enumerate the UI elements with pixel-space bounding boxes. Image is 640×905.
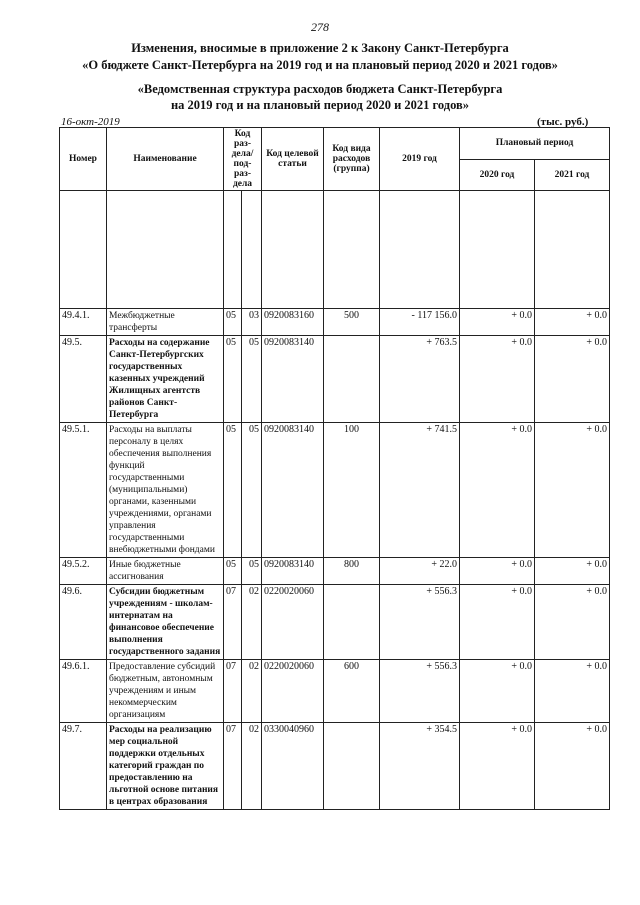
header-target: Код целевой статьи (262, 128, 324, 191)
cell-y2021: + 0.0 (535, 723, 610, 810)
cell-y2019: + 763.5 (380, 336, 460, 423)
section-title: «Ведомственная структура расходов бюджета Санкт-Петербурга (137, 82, 503, 96)
cell-name: Предоставление субсидий бюджетным, автономным учреждениям и иным некоммерческим организациям (107, 660, 224, 723)
cell-y2019: + 741.5 (380, 423, 460, 558)
cell-expense-type (324, 336, 380, 423)
header-name: Наименование (107, 128, 224, 191)
cell-target: 0920083140 (262, 423, 324, 558)
cell-section: 05 (224, 423, 242, 558)
cell-name: Расходы на реализацию мер социальной поддержки отдельных категорий граждан по предоставлению на льготной основе питания в центрах образования (107, 723, 224, 810)
cell-y2020: + 0.0 (460, 723, 535, 810)
cell-y2020: + 0.0 (460, 309, 535, 336)
cell-number: 49.4.1. (60, 309, 107, 336)
header-2020: 2020 год (460, 159, 535, 191)
header-section: Код раз-дела/ под-раз-дела (224, 128, 262, 191)
cell-number: 49.6. (60, 585, 107, 660)
cell-y2020: + 0.0 (460, 660, 535, 723)
cell-y2021: + 0.0 (535, 660, 610, 723)
table-row (60, 423, 610, 558)
table-row (60, 336, 610, 423)
cell-name: Расходы на выплаты персоналу в целях обеспечения выполнения функций государственными (муниципальными) органами, казенными учреждениями, органами управления государственными внебюджетными фондами (107, 423, 224, 558)
cell-y2019: + 22.0 (380, 558, 460, 585)
cell-y2021: + 0.0 (535, 423, 610, 558)
cell-expense-type: 100 (324, 423, 380, 558)
cell-subsection: 05 (242, 336, 262, 423)
cell-expense-type (324, 723, 380, 810)
cell-number: 49.7. (60, 723, 107, 810)
header-2021: 2021 год (535, 159, 610, 191)
cell-expense-type: 600 (324, 660, 380, 723)
cell-subsection: 02 (242, 585, 262, 660)
cell-section: 05 (224, 336, 242, 423)
cell-y2021: + 0.0 (535, 309, 610, 336)
header-expense-type: Код вида расходов (группа) (324, 128, 380, 191)
cell-section: 07 (224, 723, 242, 810)
cell-y2021: + 0.0 (535, 336, 610, 423)
header-2019: 2019 год (380, 128, 460, 191)
table-row (60, 585, 610, 660)
units-label: (тыс. руб.) (537, 116, 589, 128)
cell-y2019: + 556.3 (380, 585, 460, 660)
cell-y2019: - 117 156.0 (380, 309, 460, 336)
cell-subsection: 05 (242, 558, 262, 585)
table-row (60, 723, 610, 810)
cell-number: 49.5.1. (60, 423, 107, 558)
cell-target: 0330040960 (262, 723, 324, 810)
cell-target: 0920083140 (262, 336, 324, 423)
table-row (60, 309, 610, 336)
cell-expense-type: 800 (324, 558, 380, 585)
cell-y2020: + 0.0 (460, 558, 535, 585)
cell-name: Иные бюджетные ассигнования (107, 558, 224, 585)
document-title-law: «О бюджете Санкт-Петербурга на 2019 год и на плановый период 2020 и 2021 годов» (82, 58, 558, 72)
cell-name: Субсидии бюджетным учреждениям - школам-интернатам на финансовое обеспечение выполнения государственного задания (107, 585, 224, 660)
cell-y2020: + 0.0 (460, 585, 535, 660)
cell-number: 49.5.2. (60, 558, 107, 585)
cell-expense-type (324, 585, 380, 660)
cell-target: 0220020060 (262, 585, 324, 660)
cell-subsection: 03 (242, 309, 262, 336)
cell-section: 05 (224, 309, 242, 336)
table-row (60, 558, 610, 585)
page-number: 278 (311, 20, 329, 34)
cell-y2020: + 0.0 (460, 336, 535, 423)
cell-section: 05 (224, 558, 242, 585)
header-planned-period: Плановый период (460, 128, 610, 160)
cell-y2019: + 354.5 (380, 723, 460, 810)
table-row (60, 660, 610, 723)
budget-table (59, 127, 610, 810)
section-title-period: на 2019 год и на плановый период 2020 и 2021 годов» (170, 98, 470, 112)
cell-y2019: + 556.3 (380, 660, 460, 723)
cell-y2021: + 0.0 (535, 558, 610, 585)
cell-target: 0920083160 (262, 309, 324, 336)
cell-y2020: + 0.0 (460, 423, 535, 558)
cell-subsection: 02 (242, 723, 262, 810)
document-title: Изменения, вносимые в приложение 2 к Закону Санкт-Петербурга (131, 41, 509, 55)
header-spacer-row (60, 191, 610, 309)
cell-subsection: 05 (242, 423, 262, 558)
cell-y2021: + 0.0 (535, 585, 610, 660)
cell-number: 49.5. (60, 336, 107, 423)
cell-subsection: 02 (242, 660, 262, 723)
cell-expense-type: 500 (324, 309, 380, 336)
cell-number: 49.6.1. (60, 660, 107, 723)
cell-name: Межбюджетные трансферты (107, 309, 224, 336)
cell-section: 07 (224, 585, 242, 660)
cell-target: 0920083140 (262, 558, 324, 585)
document-date: 16-окт-2019 (61, 116, 120, 128)
cell-section: 07 (224, 660, 242, 723)
cell-target: 0220020060 (262, 660, 324, 723)
header-number: Номер (60, 128, 107, 191)
cell-name: Расходы на содержание Санкт-Петербургских государственных казенных учреждений Жилищных агентств районов Санкт-Петербурга (107, 336, 224, 423)
